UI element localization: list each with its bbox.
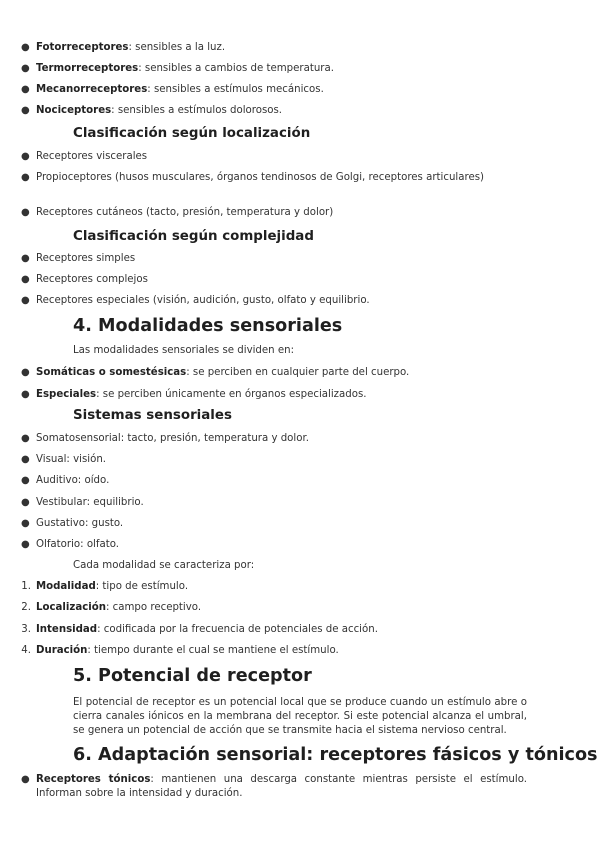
- section-heading: Clasificación según complejidad: [73, 229, 314, 244]
- paragraph: [0, 559, 600, 573]
- sensory-systems-list: [0, 432, 600, 559]
- bullet-icon: ●: [21, 774, 30, 785]
- bullet-icon: ●: [21, 295, 30, 306]
- bullet-icon: ●: [21, 538, 30, 550]
- list-item: ● Somatosensorial: tacto, presión, temperatura y dolor.: [21, 433, 309, 444]
- receptor-type-list: [0, 41, 600, 125]
- list-item: ● Propioceptores (husos musculares, órganos tendinosos de Golgi, receptores articulares): [21, 172, 484, 183]
- list-number: 1.: [21, 581, 31, 592]
- list-number: 3.: [21, 623, 31, 635]
- list-item: ● Nociceptores: sensibles a estímulos dolorosos.: [21, 105, 283, 116]
- adaptation-list: [0, 773, 600, 801]
- bullet-icon: ●: [21, 274, 30, 285]
- list-item: ● Receptores complejos: [21, 274, 148, 285]
- bullet-icon: ●: [21, 63, 30, 74]
- localization-list: [0, 150, 600, 227]
- list-item: 1. Modalidad: tipo de estímulo.: [0, 580, 527, 601]
- paragraph: [0, 696, 600, 738]
- bullet-icon: ●: [21, 42, 30, 53]
- list-number: 2.: [21, 602, 31, 614]
- list-item: ● Olfatorio: olfato.: [21, 538, 120, 550]
- complexity-list: [0, 252, 600, 315]
- list-item: 3. Intensidad: codificada por la frecuencia de potenciales de acción.: [0, 623, 527, 644]
- list-item: 2. Localización: campo receptivo.: [0, 601, 527, 622]
- list-item: ● Gustativo: gusto.: [21, 517, 124, 529]
- list-item: ● Especiales: se perciben únicamente en órganos especializados.: [21, 389, 367, 400]
- bullet-icon: ●: [21, 475, 30, 487]
- paragraph-text: Las modalidades sensoriales se dividen en:: [73, 345, 295, 356]
- bullet-icon: ●: [21, 454, 30, 466]
- list-item: 4. Duración: tiempo durante el cual se mantiene el estímulo.: [0, 644, 527, 665]
- bullet-icon: ●: [21, 207, 30, 218]
- bullet-icon: ●: [21, 367, 30, 378]
- list-item: ● Fotorreceptores: sensibles a la luz.: [21, 42, 226, 53]
- list-item: ● Receptores tónicos: mantienen una descarga constante mientras persiste el estímulo. Informan sobre la intensidad y duración.: [21, 774, 527, 799]
- bullet-icon: ●: [21, 172, 30, 183]
- bullet-icon: ●: [21, 151, 30, 162]
- paragraph-text: El potencial de receptor es un potencial local que se produce cuando un estímulo abre o cierra canales iónicos en la membrana del receptor. Si este potencial alcanza el umbral, se genera un potencial de acción que se transmite hacia el sistema nervioso central.: [73, 697, 527, 736]
- bullet-icon: ●: [21, 253, 30, 264]
- section-title: 4. Modalidades sensoriales: [73, 316, 343, 336]
- list-item: ● Receptores cutáneos (tacto, presión, temperatura y dolor): [21, 207, 334, 218]
- bullet-icon: ●: [21, 433, 30, 444]
- section-heading: Sistemas sensoriales: [73, 408, 232, 423]
- list-item: ● Receptores viscerales: [21, 151, 148, 162]
- bullet-icon: ●: [21, 517, 30, 529]
- section-heading: Clasificación según localización: [73, 126, 311, 141]
- bullet-icon: ●: [21, 496, 30, 508]
- bullet-icon: ●: [21, 84, 30, 95]
- list-item: ● Vestibular: equilibrio.: [21, 496, 144, 508]
- modalities-list: [0, 366, 600, 409]
- list-item: ● Mecanorreceptores: sensibles a estímulos mecánicos.: [21, 84, 324, 95]
- list-item: ● Somáticas o somestésicas: se perciben en cualquier parte del cuerpo.: [21, 367, 410, 378]
- list-item: ● Termorreceptores: sensibles a cambios de temperatura.: [21, 63, 334, 74]
- list-item: ● Auditivo: oído.: [21, 475, 110, 487]
- bullet-icon: ●: [21, 105, 30, 116]
- paragraph: [0, 344, 600, 358]
- section-title: 6. Adaptación sensorial: receptores fásicos y tónicos: [73, 745, 598, 765]
- list-number: 4.: [21, 644, 31, 656]
- paragraph-text: Cada modalidad se caracteriza por:: [73, 560, 255, 571]
- characteristics-list: [0, 580, 600, 665]
- list-item: ● Visual: visión.: [21, 454, 107, 466]
- list-item: ● Receptores especiales (visión, audición, gusto, olfato y equilibrio.: [21, 295, 370, 306]
- section-title: 5. Potencial de receptor: [73, 666, 312, 686]
- bullet-icon: ●: [21, 389, 30, 400]
- list-item: ● Receptores simples: [21, 253, 136, 264]
